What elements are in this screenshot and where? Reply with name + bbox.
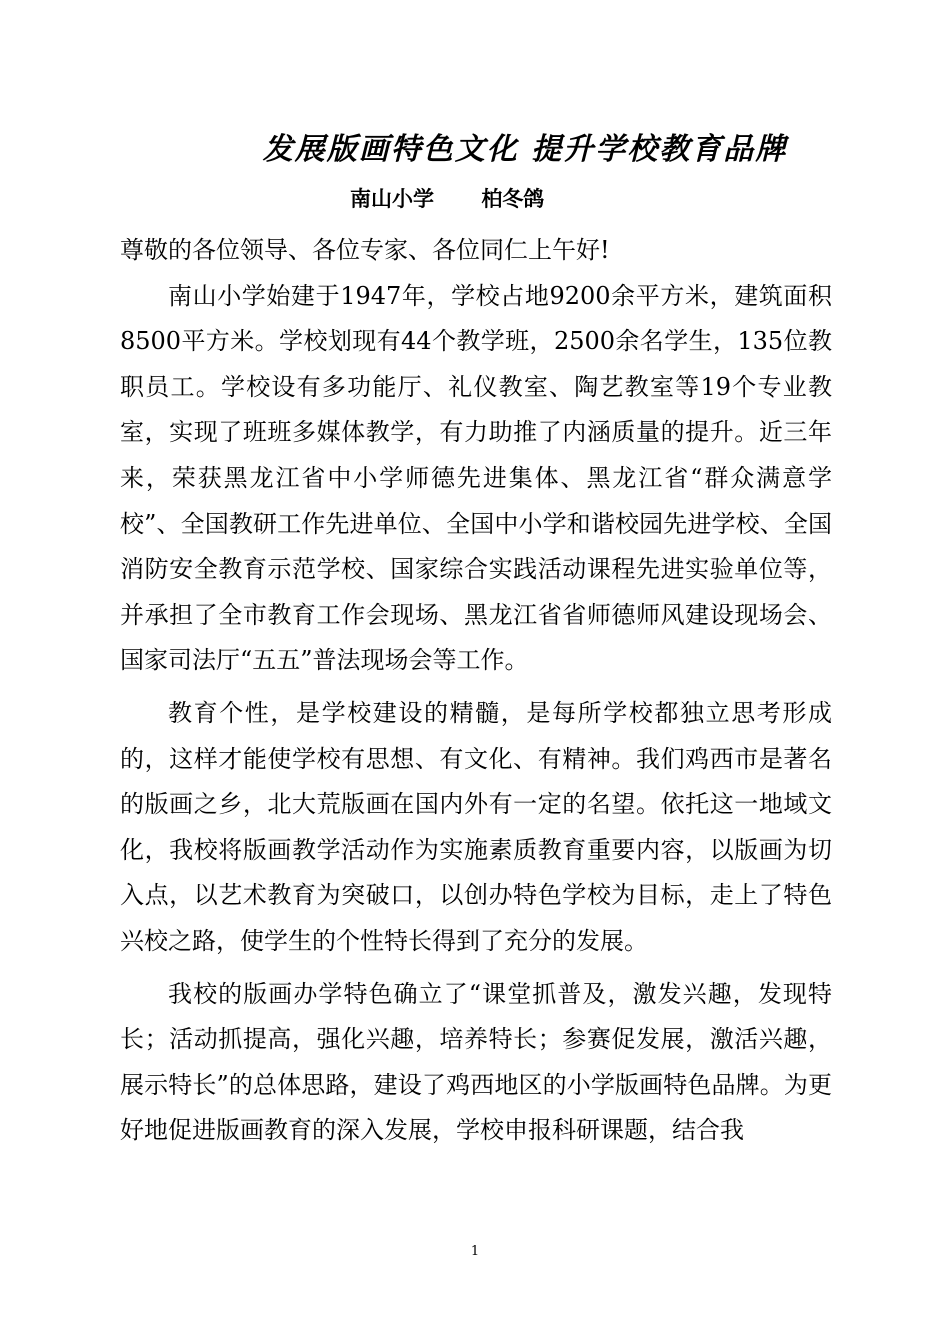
byline (350, 184, 544, 214)
document-title: 发展版画特色文化 提升学校教育品牌 (262, 132, 788, 167)
greeting: 尊敬的各位领导、各位专家、各位同仁上午好! (120, 236, 610, 264)
school-name: 南山小学 (350, 187, 434, 211)
page-number: 1 (470, 1244, 480, 1259)
paragraph-3: 我校的版画办学特色确立了“课堂抓普及，激发兴趣，发现特长；活动抓提高，强化兴趣，培养特长；参赛促发展，激活兴趣，展示特长”的总体思路，建设了鸡西地区的小学版画特色品牌。为更好地促进版画教育的深入发展，学校申报科研课题，结合我 (120, 979, 832, 1145)
document-body (120, 228, 832, 1154)
paragraph-1: 南山小学始建于1947年，学校占地9200余平方米，建筑面积8500平方米。学校划现有44个教学班，2500余名学生，135位教职员工。学校设有多功能厅、礼仪教室、陶艺教室等19个专业教室，实现了班班多媒体教学，有力助推了内涵质量的提升。近三年来，荣获黑龙江省中小学师德先进集体、黑龙江省“群众满意学校”、全国教研工作先进单位、全国中小学和谐校园先进学校、全国消防安全教育示范学校、国家综合实践活动课程先进实验单位等，并承担了全市教育工作会现场、黑龙江省省师德师风建设现场会、国家司法厅“五五”普法现场会等工作。 (120, 281, 832, 675)
paragraph-2: 教育个性，是学校建设的精髓，是每所学校都独立思考形成的，这样才能使学校有思想、有文化、有精神。我们鸡西市是著名的版画之乡，北大荒版画在国内外有一定的名望。依托这一地域文化，我校将版画教学活动作为实施素质教育重要内容，以版画为切入点，以艺术教育为突破口，以创办特色学校为目标，走上了特色兴校之路，使学生的个性特长得到了充分的发展。 (120, 698, 832, 955)
author-name: 柏冬鸽 (481, 187, 545, 211)
